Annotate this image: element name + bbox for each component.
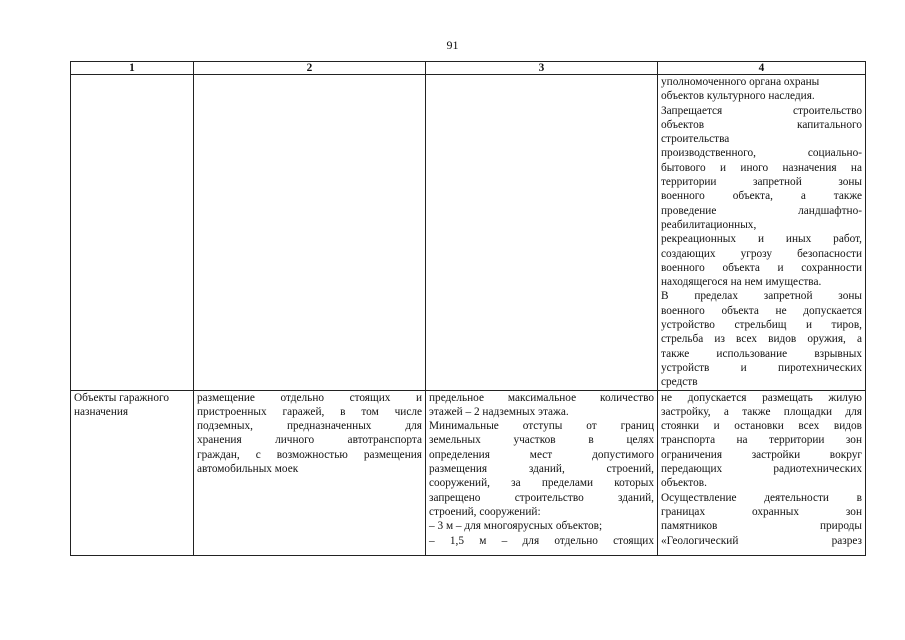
text-line: памятников природы bbox=[661, 520, 862, 533]
page-number: 91 bbox=[446, 38, 459, 52]
text-line: граждан, с возможностью размещения bbox=[197, 448, 422, 461]
text-line: определения мест допустимого bbox=[429, 448, 654, 461]
text-line: застройку, а также площадки для bbox=[661, 405, 862, 418]
text-line: земельных участков в целях bbox=[429, 434, 654, 447]
text-line: стоянки и остановки всех видов bbox=[661, 420, 862, 433]
text-line: создающих угрозу безопасности bbox=[661, 247, 862, 260]
row1-cell-4 bbox=[658, 75, 866, 391]
text-line: объектов. bbox=[661, 477, 707, 490]
text-line: – 3 м – для многоярусных объектов; bbox=[429, 520, 603, 533]
header-cell-3: 3 bbox=[426, 62, 658, 75]
text-line: транспорта на территории зон bbox=[661, 434, 862, 447]
text-line: – 1,5 м – для отдельно стоящих bbox=[429, 534, 654, 547]
text-line: также использование взрывных bbox=[661, 347, 862, 360]
text-line: Осуществление деятельности в bbox=[661, 491, 862, 504]
text-line: В пределах запретной зоны bbox=[661, 290, 862, 303]
text-line: подземных, предназначенных для bbox=[197, 420, 422, 433]
header-cell-2: 2 bbox=[194, 62, 426, 75]
text-line: военного объекта, а также bbox=[661, 190, 862, 203]
row1-cell-2 bbox=[194, 75, 426, 391]
header-cell-4: 4 bbox=[658, 62, 866, 75]
text-line: бытового и иного назначения на bbox=[661, 161, 862, 174]
text-line: реабилитационных, bbox=[661, 218, 757, 231]
text-line: военного объекта не допускается bbox=[661, 304, 862, 317]
header-cell-1: 1 bbox=[71, 62, 194, 75]
text-line: проведение ландшафтно- bbox=[661, 204, 862, 217]
row2-cell-4 bbox=[658, 390, 866, 555]
row1-cell-3 bbox=[426, 75, 658, 391]
text-line: устройств и пиротехнических bbox=[661, 361, 862, 374]
text-line: границах охранных зон bbox=[661, 505, 862, 518]
text-line: уполномоченного органа охраны bbox=[661, 76, 820, 88]
text-line: строительства bbox=[661, 133, 730, 146]
table-row bbox=[71, 390, 866, 555]
text-line: Минимальные отступы от границ bbox=[429, 420, 654, 433]
text-line: предельное максимальное количество bbox=[429, 391, 654, 404]
text-line: Запрещается строительство bbox=[661, 104, 862, 117]
text-line: Объекты гаражного bbox=[74, 391, 169, 404]
text-line: находящегося на нем имущества. bbox=[661, 276, 822, 289]
text-line: рекреационных и иных работ, bbox=[661, 233, 862, 246]
text-line: производственного, социально- bbox=[661, 147, 862, 160]
text-line: размещение отдельно стоящих и bbox=[197, 391, 422, 404]
text-line: хранения личного автотранспорта bbox=[197, 434, 422, 447]
text-line: территории запретной зоны bbox=[661, 176, 862, 189]
text-line: запрещено строительство зданий, bbox=[429, 491, 654, 504]
text-line: «Геологический разрез bbox=[661, 534, 862, 547]
text-line: устройство стрельбищ и тиров, bbox=[661, 319, 862, 332]
document-table bbox=[70, 61, 866, 556]
text-line: передающих радиотехнических bbox=[661, 463, 862, 476]
text-line: средств bbox=[661, 376, 698, 389]
row2-cell-1 bbox=[71, 390, 194, 555]
text-line: ограничения застройки вокруг bbox=[661, 448, 862, 461]
text-line: стрельба из всех видов оружия, а bbox=[661, 333, 862, 346]
text-line: строений, сооружений: bbox=[429, 505, 541, 518]
text-line: объектов капитального bbox=[661, 118, 862, 131]
text-line: автомобильных моек bbox=[197, 463, 299, 476]
text-line: назначения bbox=[74, 405, 129, 418]
table-row bbox=[71, 75, 866, 391]
row2-cell-3 bbox=[426, 390, 658, 555]
text-line: размещения зданий, строений, bbox=[429, 463, 654, 476]
text-line: объектов культурного наследия. bbox=[661, 90, 815, 103]
text-line: сооружений, за пределами которых bbox=[429, 477, 654, 490]
row2-cell-2 bbox=[194, 390, 426, 555]
text-line: военного объекта и сохранности bbox=[661, 261, 862, 274]
table-header-row bbox=[71, 62, 866, 75]
text-line: не допускается размещать жилую bbox=[661, 391, 862, 404]
text-line: этажей – 2 надземных этажа. bbox=[429, 405, 569, 418]
row1-cell-1 bbox=[71, 75, 194, 391]
text-line: пристроенных гаражей, в том числе bbox=[197, 405, 422, 418]
